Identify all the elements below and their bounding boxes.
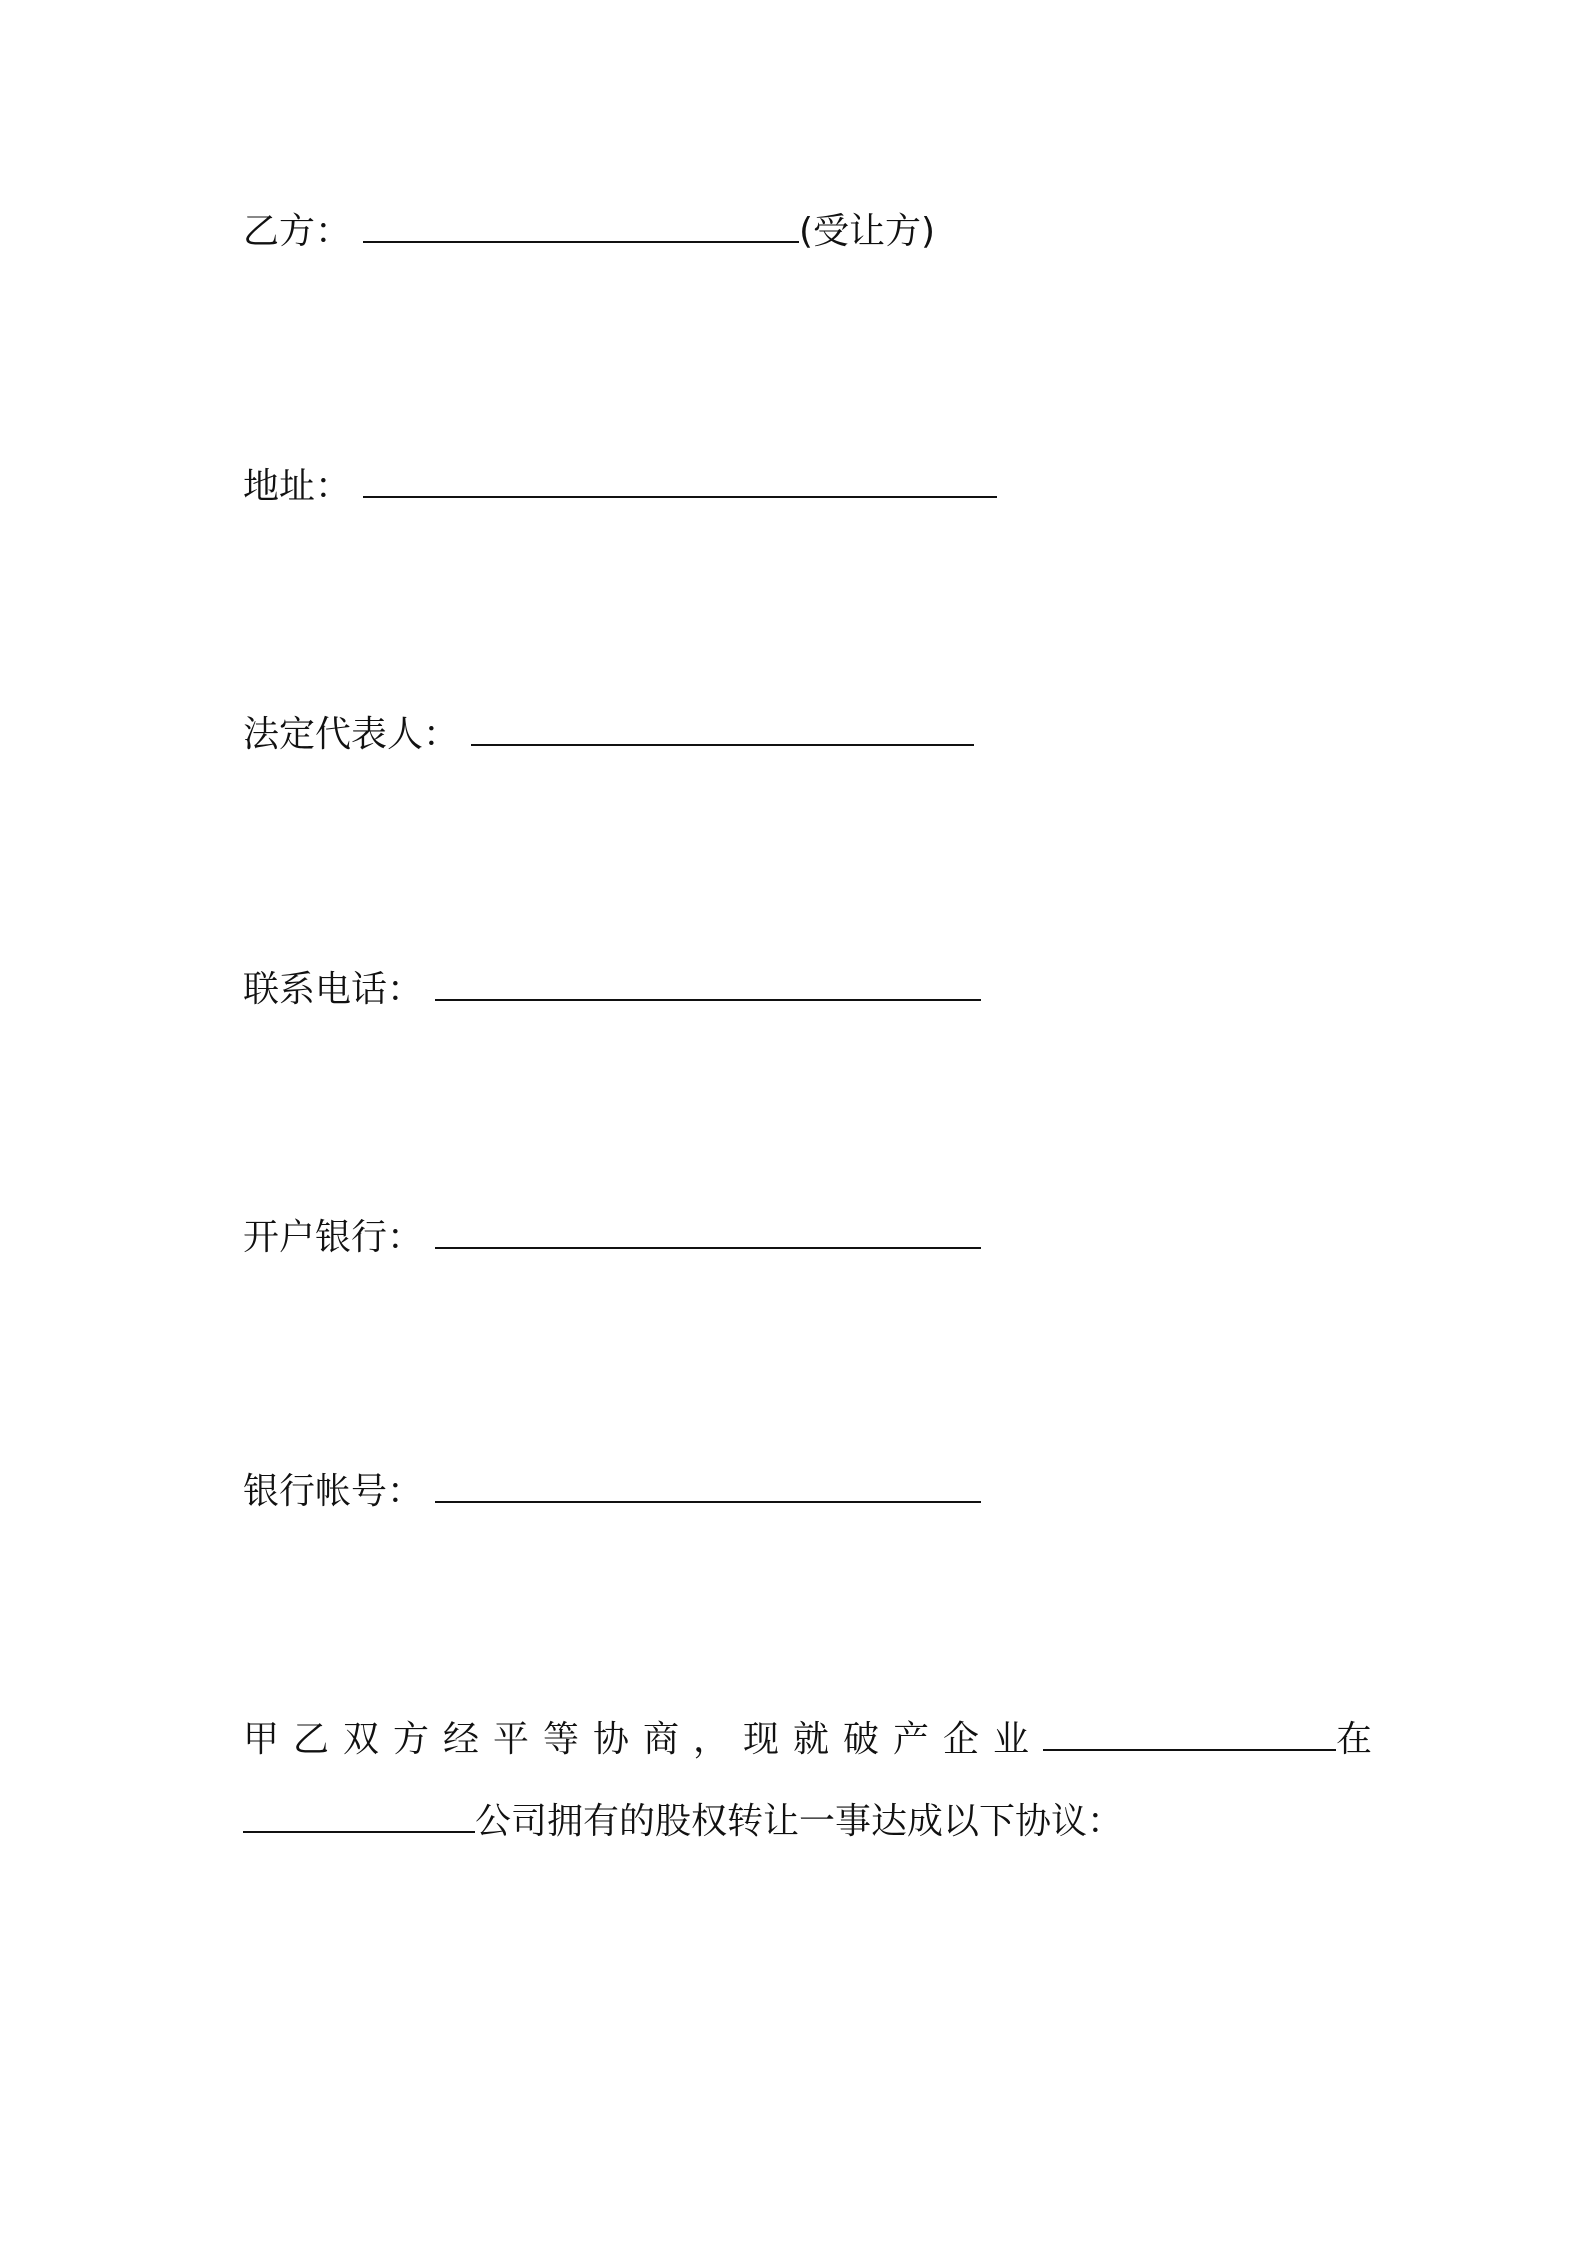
party-b-row [243, 207, 935, 256]
agreement-line-2-text: 公司拥有的股权转让一事达成以下协议： [475, 1801, 1124, 1842]
agreement-line-2 [243, 1797, 1353, 1846]
phone-label: 联系电话： [243, 969, 424, 1010]
bankrupt-enterprise-blank[interactable] [1043, 1715, 1336, 1751]
account-label: 银行帐号： [243, 1471, 424, 1512]
agreement-line-1-end: 在 [1336, 1719, 1373, 1760]
account-row [243, 1467, 981, 1516]
address-label: 地址： [243, 466, 352, 507]
party-b-suffix: (受让方) [799, 211, 936, 252]
bank-blank[interactable] [435, 1213, 981, 1249]
party-b-label: 乙方： [243, 211, 352, 252]
legal-rep-blank[interactable] [471, 710, 974, 746]
agreement-line-1-text: 甲乙双方经平等协商，现就破产企业 [243, 1719, 1044, 1760]
address-blank[interactable] [363, 462, 997, 498]
party-b-blank[interactable] [363, 207, 799, 243]
legal-rep-row [243, 710, 974, 759]
phone-blank[interactable] [435, 965, 981, 1001]
phone-row [243, 965, 981, 1014]
account-blank[interactable] [435, 1467, 981, 1503]
address-row [243, 462, 997, 511]
legal-rep-label: 法定代表人： [243, 714, 460, 755]
agreement-line-1 [243, 1715, 1373, 1764]
bank-label: 开户银行： [243, 1217, 424, 1258]
company-blank[interactable] [243, 1797, 475, 1833]
bank-row [243, 1213, 981, 1262]
